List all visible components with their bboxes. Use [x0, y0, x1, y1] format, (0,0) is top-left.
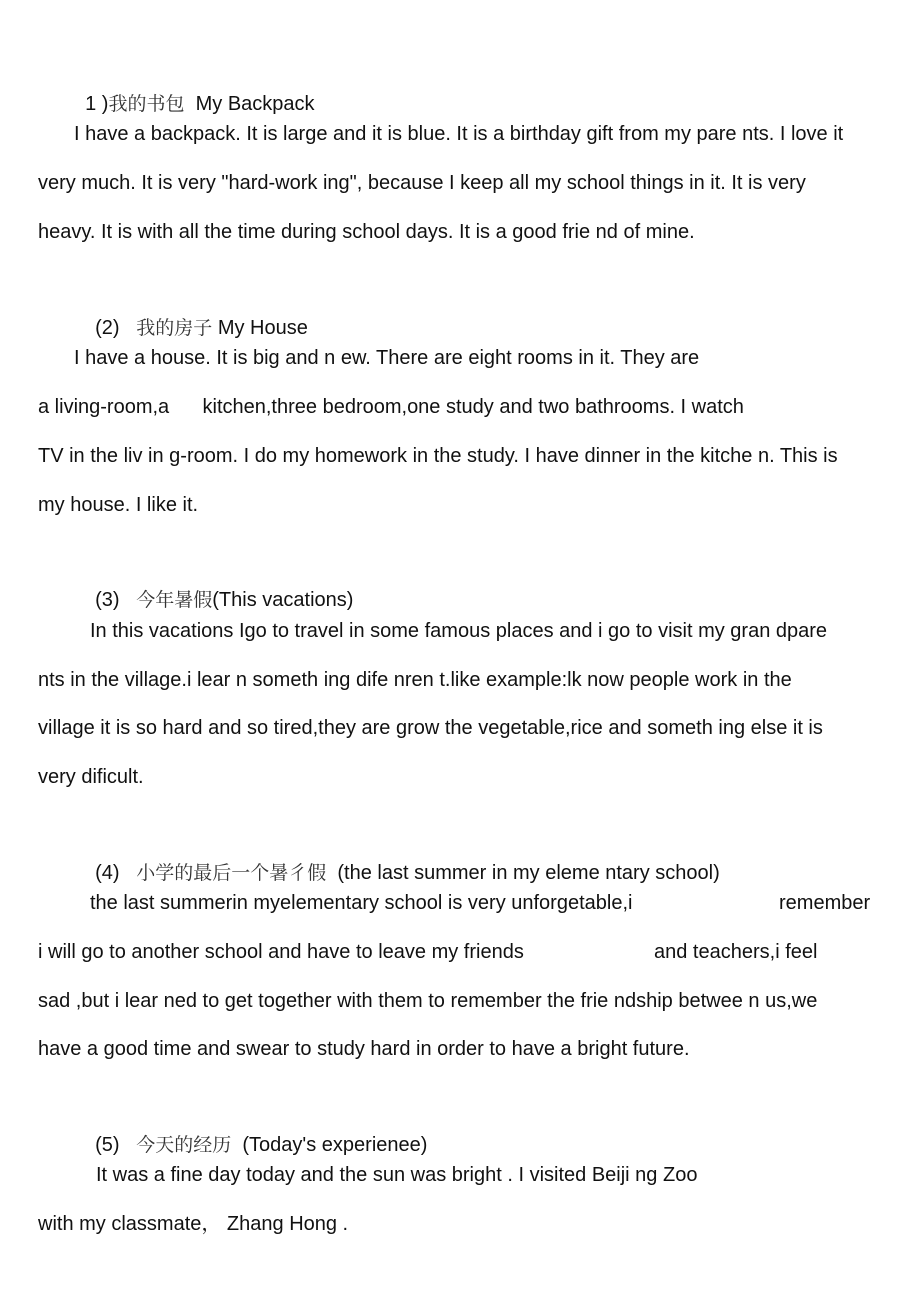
section-4-line-1-tail: remember [779, 892, 871, 914]
section-4-line-3: sad ,but i lear ned to get together with them to remember the frie ndship betwee n us,we [38, 990, 818, 1012]
section-1-title-cn: 我的书包 [108, 93, 185, 115]
section-3-title-cn: 今年暑假 [136, 589, 213, 611]
section-3-line-3: village it is so hard and so tired,they are grow the vegetable,rice and someth ing else it is [38, 717, 823, 739]
section-3-title-en: (This vacations) [212, 589, 354, 611]
section-4-line-4: have a good time and swear to study hard in order to have a bright future. [38, 1038, 690, 1060]
section-2-heading [84, 286, 308, 339]
section-2-line-2: a living-room,a kitchen,three bedroom,one study and two bathrooms. I watch [38, 396, 744, 418]
section-1-title-en: My Backpack [195, 93, 315, 115]
section-5-line-1: It was a fine day today and the sun was bright . I visited Beiji ng Zoo [96, 1164, 698, 1186]
section-1-line-2: very much. It is very "hard-work ing", because I keep all my school things in it. It is very [38, 172, 806, 194]
section-4-line-2-tail: and teachers,i feel [654, 941, 818, 963]
section-4-title-cn: 小学的最后一个暑彳假 [136, 862, 327, 884]
section-2-title-cn: 我的房子 [136, 317, 213, 339]
section-2-line-1: I have a house. It is big and n ew. There are eight rooms in it. They are [74, 347, 700, 369]
section-5-title-en: (Today's experienee) [242, 1134, 428, 1156]
section-1-heading [74, 62, 315, 115]
section-3-line-1: In this vacations Igo to travel in some famous places and i go to visit my gran dpare [90, 620, 828, 642]
section-4-title-en: (the last summer in my eleme ntary school) [337, 862, 720, 884]
section-3-line-2: nts in the village.i lear n someth ing dife nren t.like example:lk now people work in the [38, 669, 792, 691]
section-4-line-2: i will go to another school and have to leave my friends [38, 941, 524, 963]
section-5-number: (5) [95, 1134, 120, 1156]
section-5-title-cn: 今天的经历 [136, 1134, 232, 1156]
section-3-heading [84, 558, 354, 611]
section-3-number: (3) [95, 589, 120, 611]
section-5-heading [84, 1103, 428, 1156]
section-2-line-3: TV in the liv in g-room. I do my homework in the study. I have dinner in the kitche n. This is [38, 445, 838, 467]
section-2-line-4: my house. I like it. [38, 494, 199, 516]
section-4-heading [84, 831, 720, 884]
section-4-number: (4) [95, 862, 120, 884]
section-3-line-4: very dificult. [38, 766, 144, 788]
section-4-line-1: the last summerin myelementary school is very unforgetable,i [90, 892, 633, 914]
section-1-line-3: heavy. It is with all the time during school days. It is a good frie nd of mine. [38, 221, 695, 243]
section-1-number: 1 ) [85, 93, 109, 115]
section-2-title-en: My House [217, 317, 308, 339]
section-5-line-2: with my classmate， Zhang Hong . [38, 1213, 349, 1235]
section-2-number: (2) [95, 317, 120, 339]
section-1-line-1: I have a backpack. It is large and it is blue. It is a birthday gift from my pare nts. I love it [74, 123, 844, 145]
